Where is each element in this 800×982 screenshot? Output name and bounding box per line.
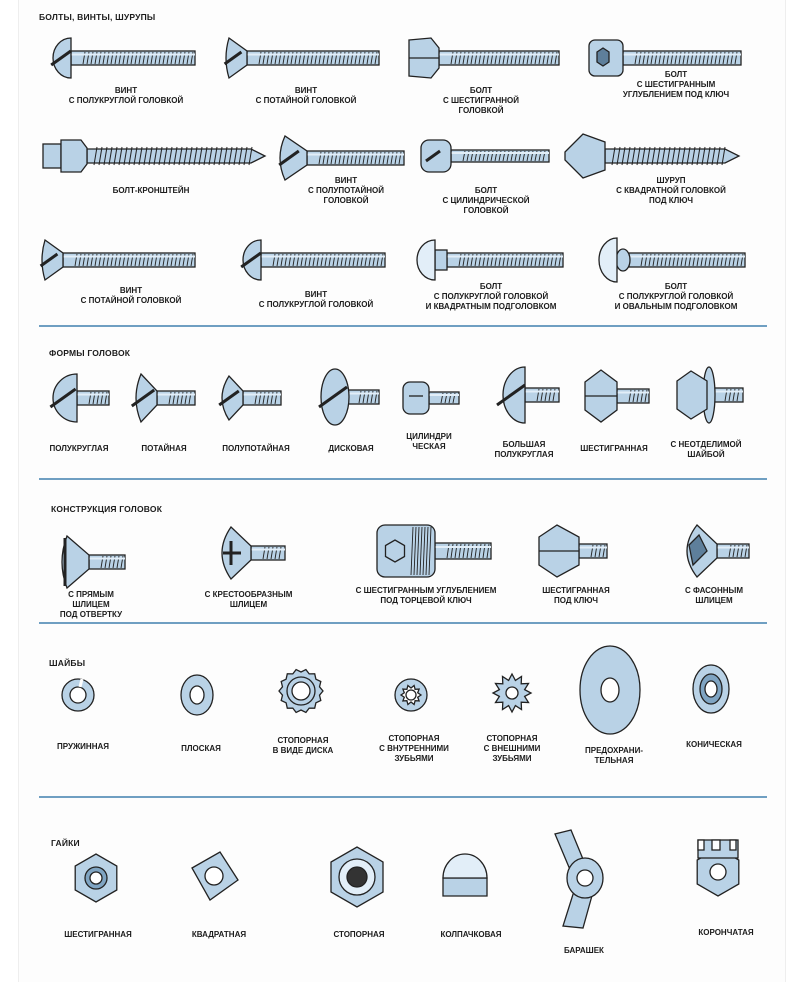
item-caption [39,444,119,454]
caption-line: ШЕСТИГРАННАЯ [64,930,132,939]
cross-drive-icon [213,522,287,589]
bracket-bolt-icon [37,128,267,189]
round-head-screw-icon [37,30,197,91]
section-title-washers: ШАЙБЫ [49,658,86,668]
caption-line: С ШЕСТИГРАННЫМ УГЛУБЛЕНИЕМ [355,586,497,595]
item-caption [569,444,659,454]
caption-line: БАРАШЕК [564,946,604,955]
section-divider [39,325,767,327]
hex-head-bolt-icon [401,28,561,93]
caption-line: ШУРУП [656,176,686,185]
caption-line: ШЛИЦЕМ [229,600,268,609]
caption-line: ШЛИЦЕМ [72,600,110,609]
caption-line: С КРЕСТООБРАЗНЫМ [204,590,293,599]
caption-line: СТОПОРНАЯ [333,930,385,939]
reference-sheet [18,0,786,982]
item-caption [129,444,199,454]
caption-line: БОЛТ [664,70,688,79]
large-round-head-icon [487,360,561,435]
item-caption [681,928,771,938]
caption-line: ШЕСТИГРАННАЯ [580,444,648,453]
caption-line: И КВАДРАТНЫМ ПОДГОЛОВКОМ [425,302,557,311]
item-caption [206,444,306,454]
caption-line: КОЛПАЧКОВАЯ [440,930,502,939]
caption-line: ВИНТ [304,290,328,299]
caption-line: ПЛОСКАЯ [181,744,221,753]
caption-line: ЗУБЬЯМИ [394,754,434,763]
item-caption [401,282,581,312]
item-caption [253,736,353,756]
caption-line: С ПОЛУКРУГЛОЙ ГОЛОВКОЙ [68,96,184,105]
internal-tooth-washer-icon [383,664,439,731]
caption-line: С ПОЛУКРУГЛОЙ ГОЛОВКОЙ [433,292,549,301]
caption-line: БОЛТ [479,282,503,291]
item-caption [661,440,751,460]
section-divider [39,796,767,798]
caption-line: ЗУБЬЯМИ [492,754,532,763]
item-caption [479,440,569,460]
section-title-nuts: ГАЙКИ [51,838,80,848]
caption-line: ЧЕСКАЯ [412,442,446,451]
item-caption [174,930,264,940]
countersunk-screw-icon [37,232,197,293]
item-caption [426,930,516,940]
item-caption [291,176,401,206]
caption-line: В ВИДЕ ДИСКА [272,746,334,755]
caption-line: С ШЕСТИГРАННОЙ [442,96,520,105]
caption-line: СТОПОРНАЯ [388,734,440,743]
caption-line: КОНИЧЕСКАЯ [686,740,742,749]
caption-line: ПОТАЙНАЯ [141,444,187,453]
caption-line: ГОЛОВКОЙ [458,106,504,115]
caption-line: ПРУЖИННАЯ [56,742,110,751]
caption-line: ДИСКОВАЯ [328,444,374,453]
item-caption [221,86,391,106]
caption-line: С НЕОТДЕЛИМОЙ [670,440,742,449]
caption-line: ШЛИЦЕМ [695,596,733,605]
conical-washer-icon [687,660,735,723]
section-divider [39,478,767,480]
item-caption [669,586,759,606]
item-caption [421,86,541,116]
caption-line: ПОЛУКРУГЛАЯ [49,444,109,453]
item-caption [591,70,761,100]
round-head-screw-icon [227,232,387,293]
caption-line: ВИНТ [294,86,318,95]
caption-line: ТЕЛЬНАЯ [594,756,634,765]
disc-head-icon [311,360,381,439]
item-caption [186,590,311,610]
caption-line: ВИНТ [334,176,358,185]
spring-washer-icon [55,670,101,725]
caption-line: БОЛТ [474,186,498,195]
section-divider [39,622,767,624]
caption-line: С ВНУТРЕННИМИ [379,744,449,753]
caption-line: С ЦИЛИНДРИЧЕСКОЙ [442,196,530,205]
castle-nut-icon [677,830,759,907]
hex-socket-drive-icon [373,520,493,587]
disc-lock-washer-icon [271,658,331,729]
section-title-head-shapes: ФОРМЫ ГОЛОВОК [49,348,131,358]
item-caption [319,930,399,940]
caption-line: СТОПОРНАЯ [277,736,329,745]
caption-line: БОЛТ [664,282,688,291]
item-caption [316,444,386,454]
caption-line: УГЛУБЛЕНИЕМ ПОД КЛЮЧ [622,90,730,99]
caption-line: С ФАСОННЫМ [684,586,744,595]
caption-line: ПОД КЛЮЧ [648,196,694,205]
caption-line: ПОД ОТВЕРТКУ [59,610,123,619]
caption-line: С ПОТАЙНОЙ ГОЛОВКОЙ [80,296,182,305]
item-caption [549,946,619,956]
item-caption [46,286,216,306]
caption-line: КОРОНЧАТАЯ [698,928,754,937]
caption-line: С ПОЛУПОТАЙНОЙ [308,186,384,195]
item-caption [526,586,626,606]
lock-nut-icon [315,834,399,925]
flat-washer-icon [171,666,223,729]
caption-line: ПОЛУКРУГЛАЯ [494,450,554,459]
cheese-head-bolt-icon [411,128,551,189]
wing-nut-icon [543,804,619,957]
caption-line: ГОЛОВКОЙ [323,196,369,205]
hex-nut-icon [61,846,131,915]
caption-line: БОЛЬШАЯ [502,440,546,449]
item-caption [586,282,766,312]
hex-wrench-drive-icon [535,520,609,587]
caption-line: С ПОЛУКРУГЛОЙ ГОЛОВКОЙ [618,292,734,301]
countersunk-head-icon [131,366,197,435]
item-caption [364,734,464,764]
item-caption [161,744,241,754]
caption-line: ПОД ТОРЦЕВОЙ КЛЮЧ [380,596,472,605]
countersunk-screw-icon [221,30,381,91]
hex-head-icon [577,364,651,433]
round-head-icon [41,366,111,435]
section-title-head-designs: КОНСТРУКЦИЯ ГОЛОВОК [51,504,163,514]
square-nut-icon [181,838,247,919]
cap-nut-icon [429,836,501,917]
item-caption [231,290,401,310]
caption-line: ПРЕДОХРАНИ- [585,746,643,755]
caption-line: С КВАДРАТНОЙ ГОЛОВКОЙ [616,186,726,195]
caption-line: ПОД КЛЮЧ [553,596,599,605]
shaped-slot-drive-icon [677,520,751,587]
caption-line: ШЕСТИГРАННАЯ [542,586,610,595]
item-caption [91,186,211,196]
item-caption [467,734,557,764]
item-caption [41,86,211,106]
caption-line: С ПОТАЙНОЙ ГОЛОВКОЙ [255,96,357,105]
item-caption [586,176,756,206]
item-caption [394,432,464,452]
caption-line: СТОПОРНАЯ [486,734,538,743]
caption-line: С ПОЛУКРУГЛОЙ ГОЛОВКОЙ [258,300,374,309]
caption-line: С ПРЯМЫМ [68,590,114,599]
raised-countersunk-head-icon [215,366,283,435]
caption-line: ПОЛУПОТАЙНАЯ [222,444,290,453]
item-caption [43,742,123,752]
caption-line: С ШЕСТИГРАННЫМ [636,80,716,89]
item-caption [326,586,526,606]
caption-line: БОЛТ-КРОНШТЕЙН [112,186,190,195]
item-caption [46,590,136,620]
caption-line: С ВНЕШНИМИ [483,744,541,753]
caption-line: ШАЙБОЙ [687,450,725,459]
flanged-hex-head-icon [669,362,745,433]
caption-line: БОЛТ [469,86,493,95]
caption-line: ГОЛОВКОЙ [463,206,509,215]
caption-line: ВИНТ [114,86,138,95]
caption-line: ВИНТ [119,286,143,295]
external-tooth-washer-icon [489,664,535,727]
caption-line: КВАДРАТНАЯ [191,930,247,939]
cylinder-head-icon [397,370,461,431]
caption-line: ЦИЛИНДРИ [406,432,452,441]
item-caption [43,930,153,940]
item-caption [569,746,659,766]
item-caption [416,186,556,216]
fender-washer-icon [569,638,651,747]
section-title-fasteners: БОЛТЫ, ВИНТЫ, ШУРУПЫ [39,12,156,22]
caption-line: И ОВАЛЬНЫМ ПОДГОЛОВКОМ [614,302,738,311]
item-caption [669,740,759,750]
